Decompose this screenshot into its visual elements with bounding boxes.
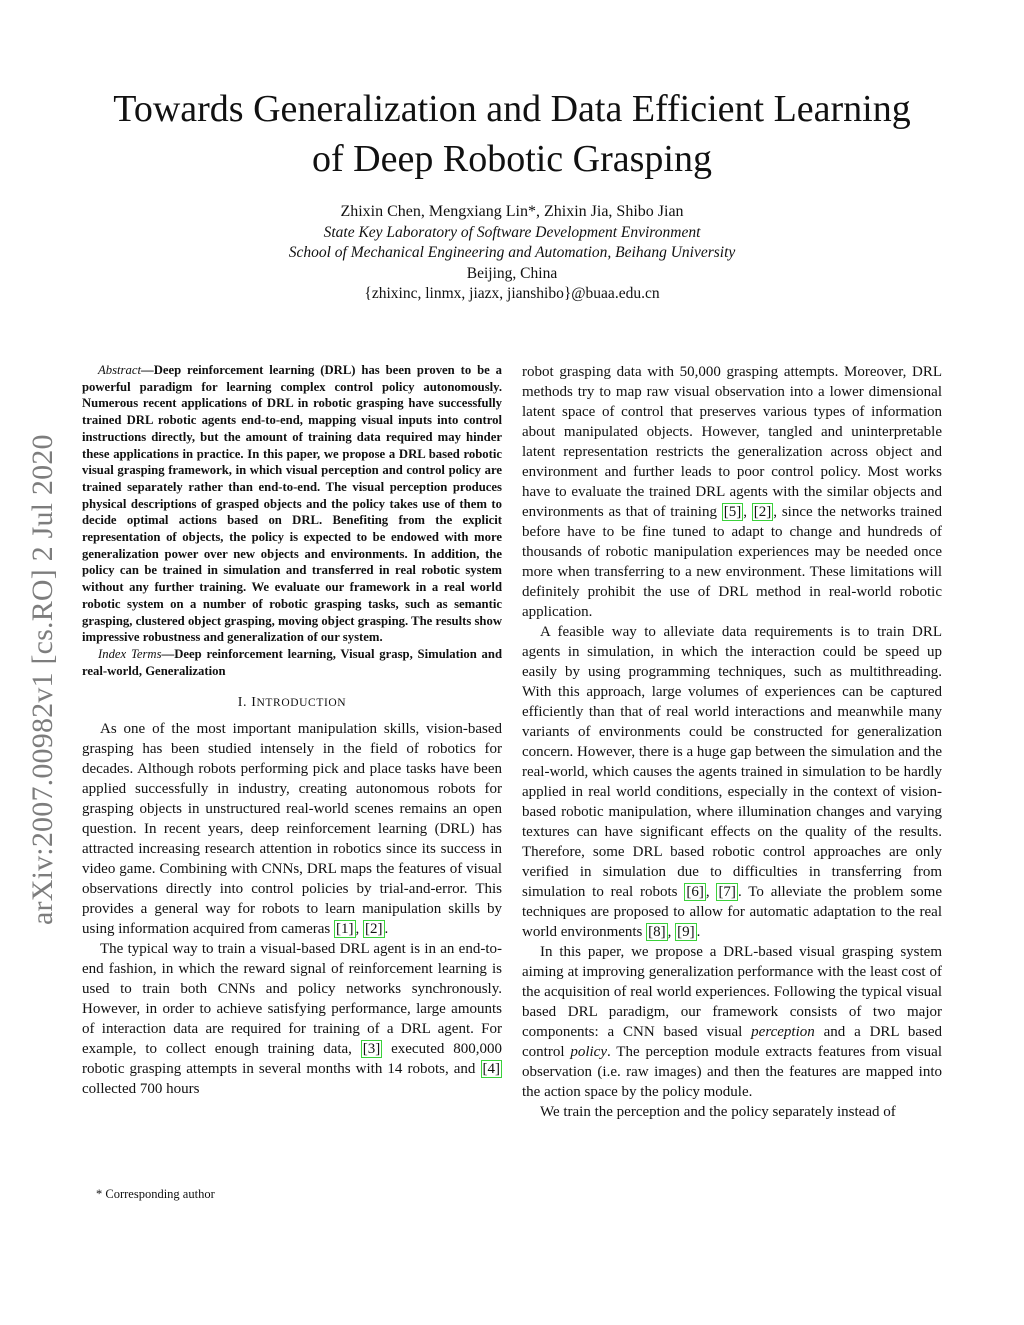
citation-link[interactable]: [2]: [365, 921, 383, 938]
intro-paragraph-1: As one of the most important manipulation skills, vision-based grasping has been studied intensely in the field of robotics for decades. Although robots performing pick and place tasks have been applied successfully in industry, creating autonomous robots for grasping objects in unstructured real-world scenes remains an open question. In recent years, deep reinforcement learning (DRL) has attracted increasing research attention in robotics since its success in video game. Combining with CNNs, DRL maps the features of visual observations directly into control policies by trial-and-error. This provides a general way for robots to learn manipulation skills by using information acquired from cameras [1] , [2] .: [82, 721, 502, 938]
index-terms-text: —Deep reinforcement learning, Visual grasp, Simulation and real-world, Generalization: [82, 646, 502, 678]
abstract-label: Abstract: [98, 363, 141, 377]
author-location: Beijing, China: [466, 264, 558, 282]
right-column: [522, 362, 942, 1122]
left-column: [82, 362, 502, 1099]
right-paragraph-3: In this paper, we propose a DRL-based visual grasping system aiming at improving generalization performance with the least cost of the acquisition of real world experiences. Following the typical visual based DRL paradigm, our framework consists of two major components: a CNN based visual perception and a DRL based control policy. The perception module extracts features from visual observation (i.e. raw images) and then the features are mapped into the action space by the policy module.: [522, 944, 943, 1100]
abstract: [82, 362, 502, 646]
arxiv-identifier: arXiv:2007.00982v1 [cs.RO] 2 Jul 2020: [26, 434, 59, 925]
title-line-1: Towards Generalization and Data Efficient Learning: [113, 88, 911, 130]
index-terms-label: Index Terms: [98, 646, 162, 661]
citation-link[interactable]: [1]: [336, 921, 354, 938]
author-names: Zhixin Chen, Mengxiang Lin*, Zhixin Jia, Shibo Jian: [340, 203, 684, 220]
right-paragraph-1: robot grasping data with 50,000 grasping attempts. Moreover, DRL methods try to map raw visual observation into a lower dimensional latent space of control that preserves various types of information about manipulated objects. However, tangled and uninterpretable latent representation restricts the generalization across object and environment and further leads to poor control policy. Most works have to evaluate the trained DRL agents with the similar objects and environments as that of training [5] , [2] , since the networks trained before have to be fine tuned to adapt to change and hundreds of thousands of robotic manipulation experiences may be needed once more when transferring to a new environment. These limitations will definitely prohibit the use of DRL method in real-world robotic application.: [522, 364, 942, 620]
author-email: {zhixinc, linmx, jiazx, jianshibo}@buaa.edu.cn: [364, 285, 660, 302]
right-paragraph-2: A feasible way to alleviate data requirements is to train DRL agents in simulation, in which the interaction could be speed up easily by using programming techniques, such as multithreading. With this approach, large volumes of experiences can be captured efficiently than that of real world interactions and meanwhile many variants of environments could be constructed for generalization concern. However, there is a huge gap between the simulation and the real-world, which causes the agents trained in simulation to be hardly applied in real world conditions, especially in the context of vision-based robotic manipulation, where illumination changes and varying textures can have significant effects on the quality of the results. Therefore, some DRL based robotic control approaches are only verified in simulation due to difficulties in transferring from simulation to real robots [6] , [7] . To alleviate the problem some techniques are proposed to allow for automatic adaptation to the real world environments [8] , [9] .: [522, 624, 943, 940]
author-block: [112, 202, 912, 305]
footnote-corresponding-author: * Corresponding author: [96, 1187, 215, 1201]
title-line-2: of Deep Robotic Grasping: [312, 138, 712, 180]
abstract-text: —Deep reinforcement learning (DRL) has been proven to be a powerful paradigm for learning complex control policy autonomously. Numerous recent applications of DRL in robotic grasping have successfully trained DRL robotic agents end-to-end, mapping visual inputs into control instructions directly, but the amount of training data required may hinder these applications in practice. In this paper, we propose a DRL based robotic visual grasping framework, in which visual perception and control policy are trained separately rather than end-to-end. The visual perception produces physical descriptions of grasped objects and the policy takes use of them to decide optimal actions based on DRL. Benefiting from the explicit representation of objects, the policy is expected to be endowed with more generalization power over new objects and environments. In addition, the policy can be trained in simulation and transferred in real robotic system without any further training. We evaluate our framework in a real world robotic system on a number of robotic grasping tasks, such as semantic grasping, clustered object grasping, moving object grasping. The results show impressive robustness and generalization of our system.: [82, 363, 502, 645]
paper-title: [40, 84, 984, 184]
citation-link[interactable]: [6]: [686, 884, 704, 900]
citation-link[interactable]: [4]: [482, 1061, 500, 1078]
citation-link[interactable]: [7]: [718, 884, 736, 900]
citation-link[interactable]: [8]: [648, 924, 666, 940]
index-terms: [82, 646, 502, 679]
right-paragraph-4: We train the perception and the policy separately instead of: [540, 1104, 896, 1120]
citation-link[interactable]: [3]: [362, 1041, 381, 1058]
emphasis-perception: perception: [751, 1024, 815, 1040]
affiliation-school: School of Mechanical Engineering and Automation, Beihang University: [288, 244, 736, 261]
emphasis-policy: policy: [570, 1044, 607, 1060]
citation-link[interactable]: [9]: [677, 924, 695, 940]
affiliation-lab: State Key Laboratory of Software Development Environment: [323, 223, 701, 241]
citation-link[interactable]: [5]: [723, 504, 742, 520]
intro-paragraph-2: The typical way to train a visual-based DRL agent is in an end-to-end fashion, in which the reward signal of reinforcement learning is used to train both CNNs and policy networks synchronously. However, in order to achieve satisfying performance, large amounts of interaction data are required for training of a DRL agent. For example, to collect enough training data, [3] executed 800,000 robotic grasping attempts in several months with 14 robots, and [4] collected 700 hours: [82, 941, 502, 1098]
citation-link[interactable]: [2]: [753, 504, 772, 520]
section-heading-introduction: I. INTRODUCTION: [237, 695, 347, 711]
